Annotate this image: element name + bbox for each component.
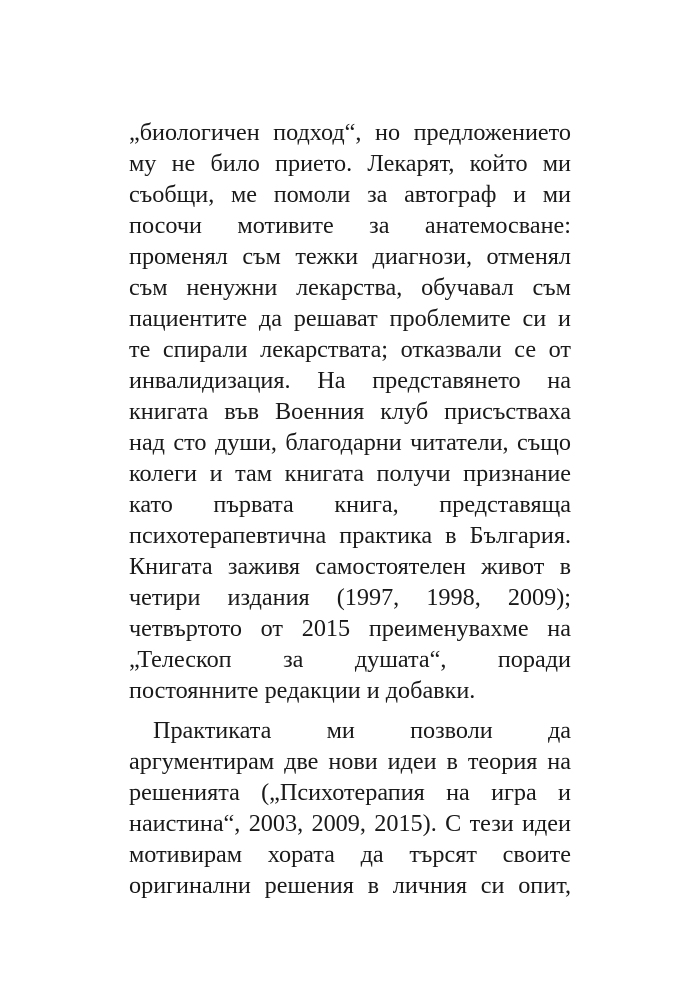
- text-line: съм ненужни лекарства, обучавал съм: [129, 274, 571, 301]
- text-line: съобщи, ме помоли за автограф и ми: [129, 181, 571, 208]
- text-line: като първата книга, представяща: [129, 491, 571, 518]
- text-line: те спирали лекарствата; отказвали се от: [129, 336, 571, 363]
- paragraph-spacer: [129, 706, 571, 715]
- text-line: над сто души, благодарни читатели, също: [129, 429, 571, 456]
- text-line: „Телескоп за душата“, поради: [129, 646, 571, 673]
- text-line: оригинални решения в личния си опит,: [129, 872, 571, 899]
- text-line: Книгата заживя самостоятелен живот в: [129, 553, 571, 580]
- text-line: променял съм тежки диагнози, отменял: [129, 243, 571, 270]
- text-line: Практиката ми позволи да: [153, 717, 571, 744]
- text-line: „биологичен подход“, но предложението: [129, 119, 571, 146]
- page-body-text: [129, 117, 571, 901]
- text-line: наистина“, 2003, 2009, 2015). С тези идеи: [129, 810, 571, 837]
- paragraph-1: [129, 117, 571, 706]
- paragraph-2: [129, 715, 571, 901]
- text-line: решенията („Психотерапия на игра и: [129, 779, 571, 806]
- text-line: четири издания (1997, 1998, 2009);: [129, 584, 571, 611]
- text-line: постоянните редакции и добавки.: [129, 677, 476, 704]
- text-line: посочи мотивите за анатемосване:: [129, 212, 571, 239]
- text-line: мотивирам хората да търсят своите: [129, 841, 571, 868]
- text-line: инвалидизация. На представянето на: [129, 367, 571, 394]
- text-line: четвъртото от 2015 преименувахме на: [129, 615, 571, 642]
- text-line: му не било прието. Лекарят, който ми: [129, 150, 571, 177]
- text-line: психотерапевтична практика в България.: [129, 522, 571, 549]
- text-line: пациентите да решават проблемите си и: [129, 305, 571, 332]
- text-line: колеги и там книгата получи признание: [129, 460, 571, 487]
- text-line: книгата във Военния клуб присъстваха: [129, 398, 571, 425]
- text-line: аргументирам две нови идеи в теория на: [129, 748, 571, 775]
